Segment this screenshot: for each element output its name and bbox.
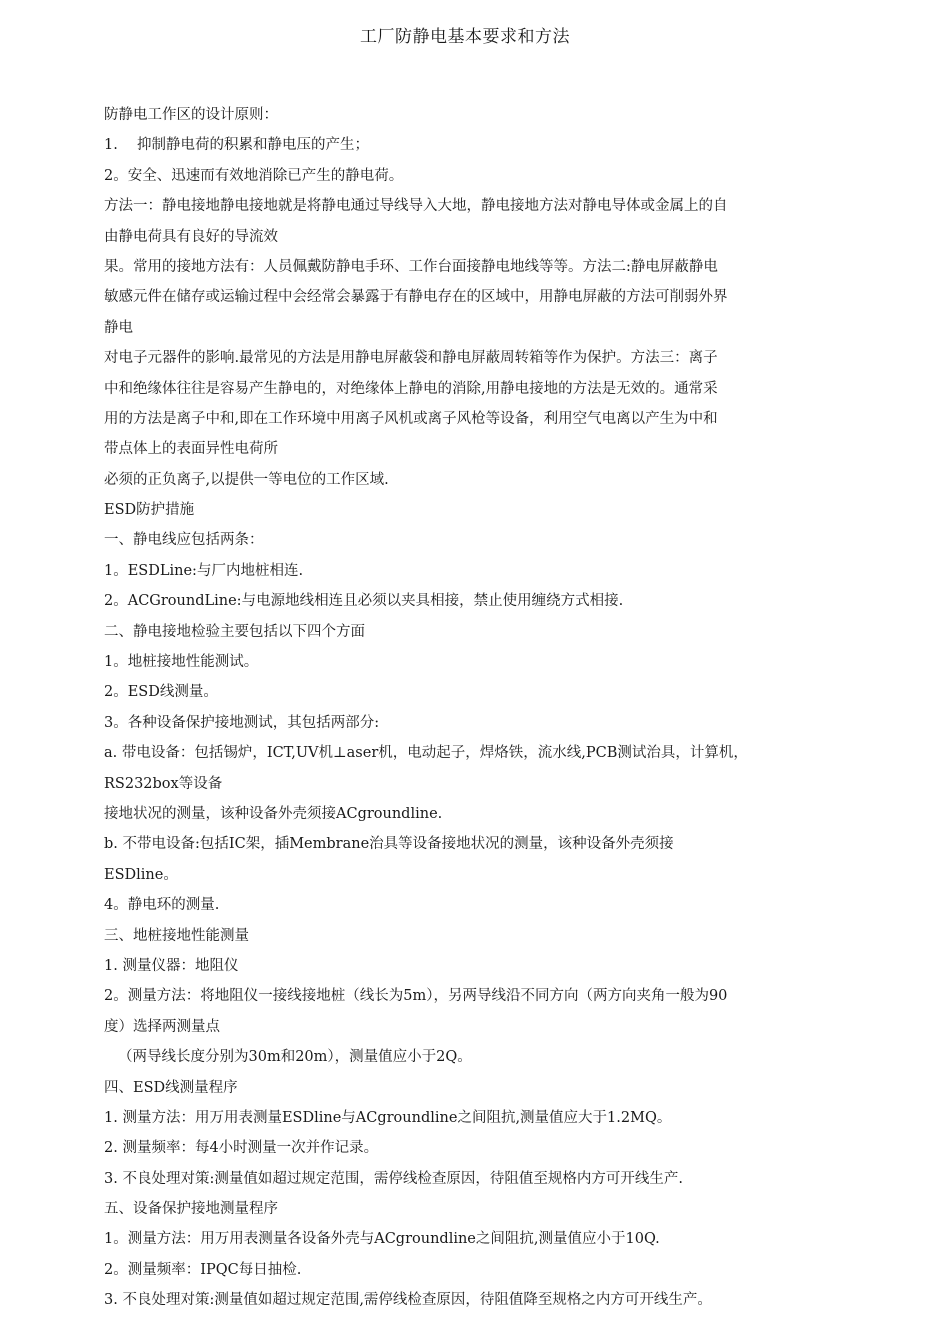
section-heading: 二、静电接地检验主要包括以下四个方面	[104, 623, 365, 640]
text-line: 4。静电环的测量.	[104, 897, 220, 914]
text-line: 由静电荷具有良好的导流效	[104, 228, 278, 245]
text-line: 2。测量方法：将地阻仪一接线接地桩（线长为5m），另两导线沿不同方向（两方向夹角一般为90	[104, 988, 728, 1005]
text-line: 中和绝缘体往往是容易产生静电的，对绝缘体上静电的消除,用静电接地的方法是无效的。通常采	[104, 380, 718, 397]
section-heading: 五、设备保护接地测量程序	[104, 1201, 278, 1218]
document-body	[104, 100, 864, 1316]
text-line: 用的方法是离子中和,即在工作环境中用离子风机或离子风枪等设备，利用空气电离以产生为中和	[104, 410, 718, 427]
text-line: b. 不带电设备:包括IC架，插Membrane治具等设备接地状况的测量，该种设备外壳须接	[104, 836, 674, 853]
text-line: 果。常用的接地方法有：人员佩戴防静电手环、工作台面接静电地线等等。方法二:静电屏蔽静电	[104, 258, 718, 275]
section-heading: 三、地桩接地性能测量	[104, 927, 249, 944]
text-line: 1。测量方法：用万用表测量各设备外壳与ACgroundline之间阻抗,测量值应小于10Q.	[104, 1231, 660, 1248]
text-line: 2。安全、迅速而有效地消除已产生的静电荷。	[104, 167, 404, 184]
text-line: 2. 测量频率：每4小时测量一次并作记录。	[104, 1140, 379, 1157]
text-line: 1。ESDLine:与厂内地桩相连.	[104, 562, 304, 579]
text-line: （两导线长度分别为30m和20m），测量值应小于2Q。	[118, 1049, 472, 1066]
text-line: 3。各种设备保护接地测试，其包括两部分:	[104, 714, 380, 731]
text-line: 对电子元器件的影响.最常见的方法是用静电屏蔽袋和静电屏蔽周转箱等作为保护。方法三：离子	[104, 350, 718, 367]
section-heading: 一、静电线应包括两条：	[104, 532, 264, 549]
text-line: ESDline。	[104, 866, 178, 883]
text-line: 静电	[104, 319, 133, 336]
text-line: 1. 抑制静电荷的积累和静电压的产生；	[104, 137, 369, 154]
text-line: 敏感元件在储存或运输过程中会经常会暴露于有静电存在的区域中，用静电屏蔽的方法可削弱外界	[104, 289, 728, 306]
text-line: 接地状况的测量，该种设备外壳须接ACgroundline.	[104, 805, 443, 822]
text-line: 1。地桩接地性能测试。	[104, 654, 259, 671]
text-line: 1. 测量方法：用万用表测量ESDline与ACgroundline之间阻抗,测量值应大于1.2MQ。	[104, 1109, 672, 1126]
text-line: 2。测量频率：IPQC每日抽检.	[104, 1261, 302, 1278]
document-title: 工厂防静电基本要求和方法	[360, 27, 570, 47]
text-line: 1. 测量仪器：地阻仪	[104, 957, 239, 974]
text-line: 2。ESD线测量。	[104, 684, 218, 701]
section-heading: ESD防护措施	[104, 502, 195, 519]
section-heading: 四、ESD线测量程序	[104, 1079, 238, 1096]
text-line: 带点体上的表面异性电荷所	[104, 441, 278, 458]
text-line: RS232box等设备	[104, 775, 223, 792]
text-line: 2。ACGroundLine:与电源地线相连且必须以夹具相接，禁止使用缠绕方式相接.	[104, 593, 624, 610]
text-line: a. 带电设备：包括锡炉，ICT,UV机⊥aser机，电动起子，焊烙铁，流水线,PCB测试治具，计算机，	[104, 745, 748, 762]
text-line: 必须的正负离子,以提供一等电位的工作区域.	[104, 471, 389, 488]
text-line: 防静电工作区的设计原则：	[104, 107, 278, 123]
text-line: 3. 不良处理对策:测量值如超过规定范围,需停线检查原因，待阻值降至规格之内方可开线生产。	[104, 1292, 712, 1309]
text-line: 方法一：静电接地静电接地就是将静电通过导线导入大地，静电接地方法对静电导体或金属上的自	[104, 198, 728, 215]
text-line: 度）选择两测量点	[104, 1018, 220, 1035]
text-line: 3. 不良处理对策:测量值如超过规定范围，需停线检查原因，待阻值至规格内方可开线生产.	[104, 1170, 683, 1187]
